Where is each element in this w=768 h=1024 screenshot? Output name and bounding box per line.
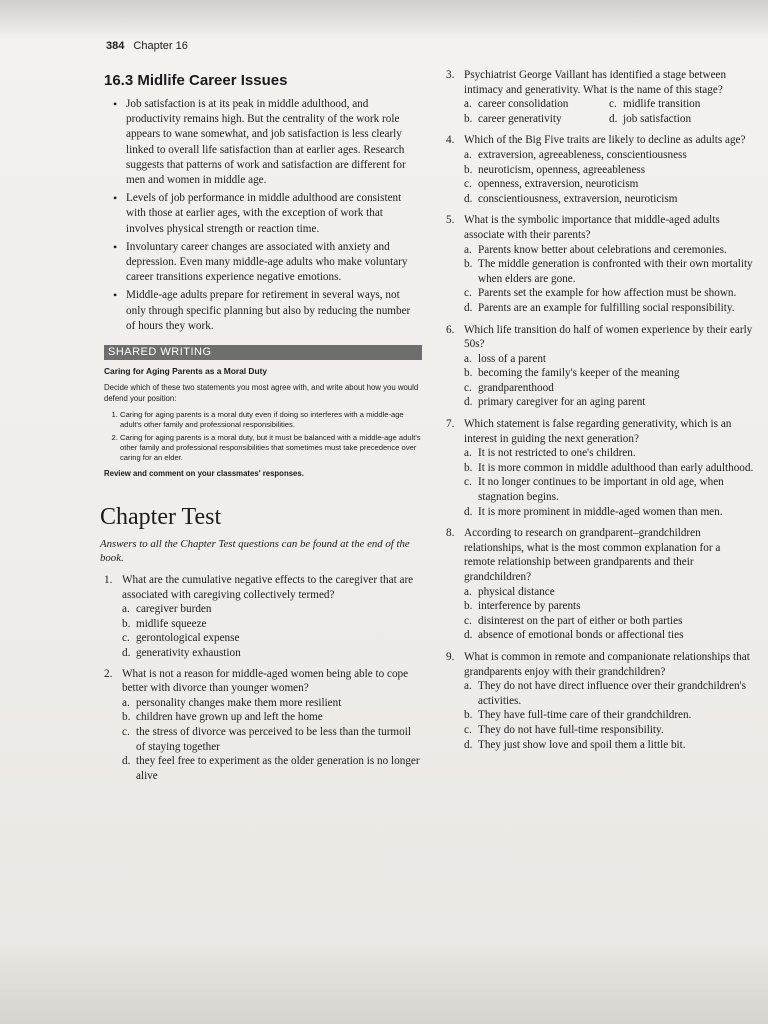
option-text: personality changes make them more resilient [136,696,342,709]
option-letter: c. [609,98,617,111]
option-letter: a. [464,243,472,256]
option-letter: d. [122,647,131,660]
option-letter: d. [122,755,131,768]
question-text: Which of the Big Five traits are likely to decline as adults age? [464,134,746,147]
answer-option [464,708,754,723]
question-stem [446,68,754,97]
answer-option [122,754,422,783]
question-stem [104,667,422,696]
answer-option [464,475,754,504]
answer-option [464,192,754,207]
question [446,323,754,411]
option-letter: a. [464,447,472,460]
option-text: midlife squeeze [136,617,207,630]
option-text: grandparenthood [478,381,554,394]
answer-option [464,723,754,738]
answer-option [464,112,609,127]
question [446,68,754,126]
option-letter: b. [464,258,473,271]
answer-option [464,177,754,192]
answer-option [464,505,754,520]
question-stem [446,526,754,584]
answer-option [122,710,422,725]
option-text: It no longer continues to be important in old age, when stagnation begins. [478,476,724,504]
option-text: disinterest on the part of either or both parties [478,614,683,627]
option-text: Parents know better about celebrations and ceremonies. [478,243,727,256]
question [446,417,754,519]
option-text: The middle generation is confronted with their own mortality when elders are gone. [478,258,753,285]
answer-option [464,286,754,301]
question-stem [446,323,754,352]
option-text: It is not restricted to one's children. [478,447,636,460]
answer-options [104,602,422,660]
option-text: they feel free to experiment as the older generation is no longer alive [136,755,420,782]
answer-option [464,446,754,461]
answer-option [464,381,754,396]
option-text: generativity exhaustion [136,647,241,660]
option-text: It is more common in middle adulthood than early adulthood. [478,461,754,474]
option-letter: c. [464,723,472,736]
answer-option [464,97,609,112]
option-letter: b. [464,163,473,176]
answer-option [122,725,422,754]
question-text: What are the cumulative negative effects to the caregiver that are associated with caregiving collectively termed? [122,574,414,601]
option-letter: a. [122,696,130,709]
option-text: neuroticism, openness, agreeableness [478,163,646,176]
question [446,133,754,206]
answer-option [464,395,754,410]
answer-option [464,163,754,178]
option-text: interference by parents [478,600,581,613]
question-list-left [104,573,422,783]
shared-writing-statement: 2. Caring for aging parents is a moral duty, but it must be balanced with a middle-age adult's other family and professional responsibilities that sometimes must take precedence over caring for an elder. [120,433,422,463]
option-text: midlife transition [623,98,701,111]
option-text: becoming the family's keeper of the meaning [478,367,680,380]
option-letter: b. [122,617,131,630]
page-shadow-bottom [0,944,768,1024]
page-number: 384 [106,40,125,52]
answer-options [446,97,754,126]
option-letter: a. [464,585,472,598]
question-stem [446,417,754,446]
question-text: What is not a reason for middle-aged women being able to cope better with divorce than younger women? [122,667,409,695]
option-text: It is more prominent in middle-aged women than men. [478,505,723,518]
question-text: According to research on grandparent–grandchildren relationships, what is the most common explanation for a remote relationship between grandparents and their grandchildren? [464,527,721,583]
shared-writing-prompt: Decide which of these two statements you most agree with, and write about how you would defend your position: [104,383,419,403]
answer-option [122,646,422,661]
answer-options [446,148,754,206]
question-number: 8. [446,527,455,540]
question-stem [446,650,754,679]
answer-option [122,631,422,646]
option-text: physical distance [478,585,555,598]
answer-option [464,585,754,600]
question-text: Psychiatrist George Vaillant has identified a stage between intimacy and generativity. What is the name of this stage? [464,69,727,96]
shared-writing-review: Review and comment on your classmates' responses. [104,469,304,479]
option-letter: a. [464,352,472,365]
answer-option [464,614,754,629]
option-letter: d. [609,112,618,125]
question-number: 7. [446,418,455,431]
option-letter: c. [464,614,472,627]
question-number: 6. [446,323,455,336]
option-text: Parents are an example for fulfilling social responsibility. [478,301,735,314]
answer-option [122,617,422,632]
section-title: 16.3 Midlife Career Issues [104,72,288,89]
answer-option [122,696,422,711]
option-text: gerontological expense [136,632,240,645]
left-column [100,72,422,789]
chapter-label: Chapter 16 [133,40,188,52]
option-letter: b. [464,461,473,474]
chapter-test-heading: Chapter Test [100,504,222,531]
answer-option [609,112,754,127]
shared-writing-statements [104,410,422,463]
option-letter: c. [464,381,472,394]
option-text: openness, extraversion, neuroticism [478,178,639,191]
page-shadow-top [0,0,768,40]
answer-option [609,97,754,112]
option-text: primary caregiver for an aging parent [478,396,646,409]
question-stem [446,133,754,148]
shared-writing-banner: SHARED WRITING [104,345,422,360]
option-letter: c. [464,178,472,191]
answer-options [446,243,754,316]
option-letter: b. [464,112,473,125]
answer-option [464,599,754,614]
question [446,526,754,643]
answer-options [446,446,754,519]
option-letter: d. [464,192,473,205]
option-letter: b. [122,711,131,724]
option-text: career generativity [478,112,562,125]
option-letter: c. [464,476,472,489]
question [104,667,422,784]
answer-option [464,461,754,476]
answers-note: Answers to all the Chapter Test questions can be found at the end of the book. [100,538,410,565]
answer-option [464,301,754,316]
answer-option [464,628,754,643]
summary-bullet: • Involuntary career changes are associated with anxiety and depression. Even many middle-age adults who make voluntary career transitions experience negative emotions. [126,240,422,286]
right-column [446,68,754,759]
option-text: conscientiousness, extraversion, neuroticism [478,192,678,205]
option-text: children have grown up and left the home [136,711,323,724]
question-number: 3. [446,69,455,81]
option-text: They have full-time care of their grandchildren. [478,709,692,722]
summary-bullet: • Job satisfaction is at its peak in middle adulthood, and productivity remains high. But the centrality of the work role appears to wane somewhat, and job satisfaction is less clearly linked to overall life satisfaction than at earlier ages. Research suggests that patterns of work and satisfaction are different for men and women in middle age. [126,97,422,188]
question-number: 5. [446,214,455,227]
answer-option [464,257,754,286]
question-text: What is the symbolic importance that middle-aged adults associate with their parents? [464,214,720,241]
option-letter: d. [464,396,473,409]
summary-bullets [104,97,422,334]
question-stem [446,213,754,242]
option-letter: b. [464,367,473,380]
option-letter: a. [464,680,472,693]
question [446,213,754,315]
answer-option [122,602,422,617]
answer-option [464,148,754,163]
option-text: extraversion, agreeableness, conscientiousness [478,148,687,161]
question-number: 9. [446,650,455,663]
option-letter: b. [464,600,473,613]
option-letter: d. [464,738,473,751]
option-letter: d. [464,629,473,642]
option-text: caregiver burden [136,603,212,616]
question-number: 2. [104,667,113,680]
option-text: career consolidation [478,98,569,111]
option-text: the stress of divorce was perceived to be less than the turmoil of staying together [136,725,411,753]
answer-options [104,696,422,784]
option-letter: b. [464,709,473,722]
question [104,573,422,661]
option-text: They do not have direct influence over their grandchildren's activities. [478,680,746,707]
option-letter: a. [464,98,472,111]
option-letter: a. [464,148,472,161]
summary-bullet: • Levels of job performance in middle adulthood are consistent with those at earlier ages, with the exception of work that involves physical strength or reaction time. [126,191,422,237]
question-text: What is common in remote and companionate relationships that grandparents enjoy with their grandchildren? [464,650,750,678]
option-letter: d. [464,301,473,314]
option-letter: c. [122,725,130,738]
option-text: They do not have full-time responsibility. [478,723,664,736]
option-text: absence of emotional bonds or affectional ties [478,629,684,642]
option-text: Parents set the example for how affection must be shown. [478,287,737,300]
shared-writing-title: Caring for Aging Parents as a Moral Duty [104,366,268,377]
option-letter: d. [464,505,473,518]
answer-options [446,585,754,643]
question [446,650,754,752]
question-number: 1. [104,574,113,587]
question-number: 4. [446,134,455,147]
answer-option [464,243,754,258]
question-text: Which statement is false regarding generativity, which is an interest in guiding the next generation? [464,418,732,445]
answer-options [446,352,754,410]
question-text: Which life transition do half of women experience by their early 50s? [464,323,753,351]
shared-writing-statement: 1. Caring for aging parents is a moral duty even if doing so interferes with a middle-age adult's other family and professional responsibilities. [120,410,422,430]
option-text: job satisfaction [623,112,692,125]
answer-option [464,352,754,367]
option-letter: a. [122,603,130,616]
question-list-right [446,68,754,752]
option-letter: c. [464,287,472,300]
option-text: loss of a parent [478,352,547,365]
answer-option [464,366,754,381]
question-stem [104,573,422,602]
running-header [106,40,188,52]
answer-options [446,679,754,752]
answer-option [464,679,754,708]
option-text: They just show love and spoil them a little bit. [478,738,686,751]
summary-bullet: • Middle-age adults prepare for retirement in several ways, not only through specific planning but also by reducing the number of hours they work. [126,288,422,334]
answer-option [464,738,754,753]
option-letter: c. [122,632,130,645]
